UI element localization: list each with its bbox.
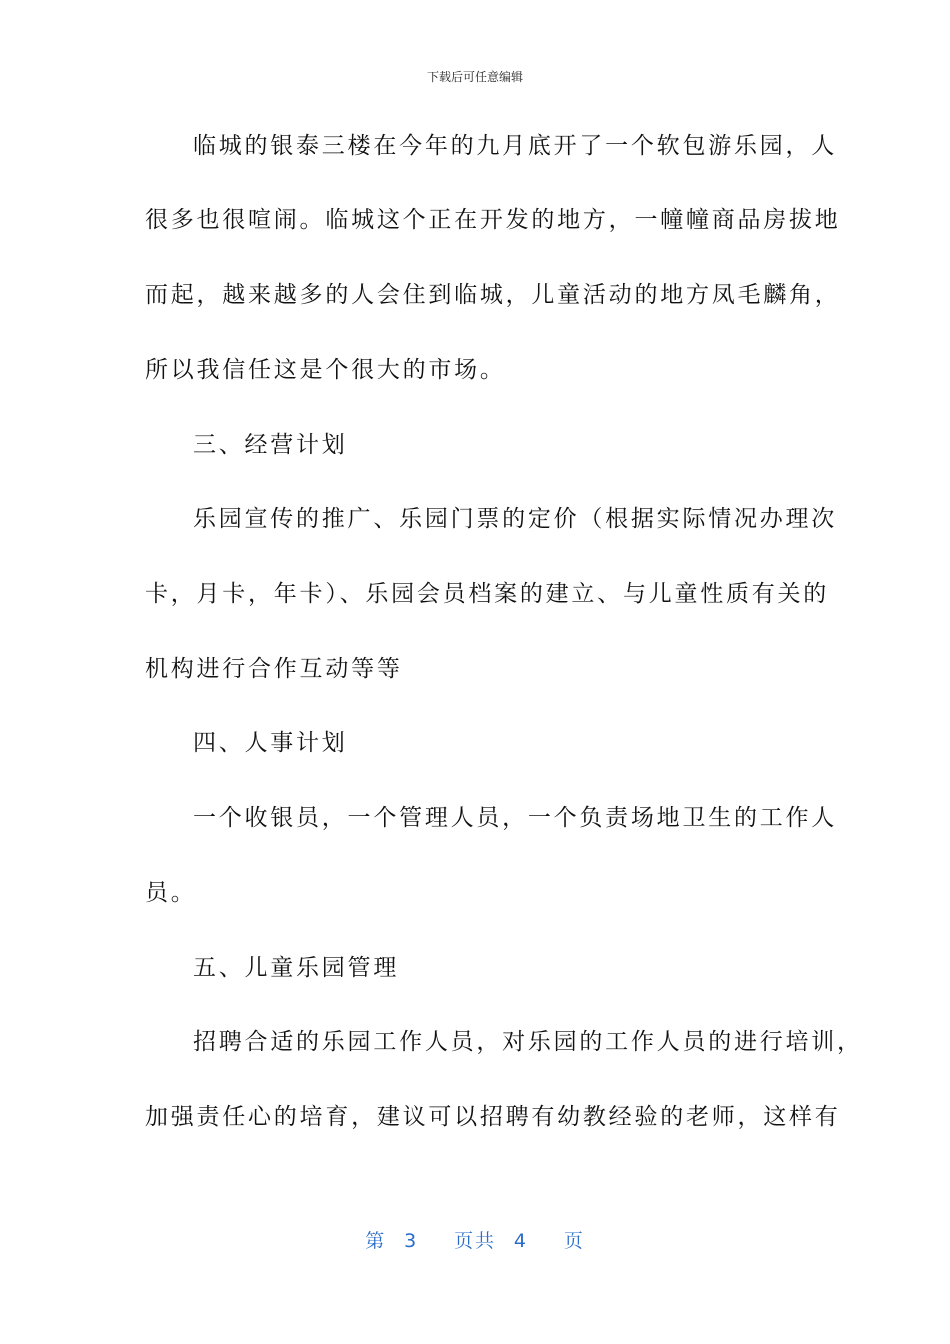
paragraph-line: 乐园宣传的推广、乐园门票的定价（根据实际情况办理次 [193,506,837,532]
section-heading: 三、经营计划 [193,432,348,458]
section-heading: 四、人事计划 [193,730,348,756]
paragraph-line: 招聘合适的乐园工作人员，对乐园的工作人员的进行培训， [193,1029,863,1055]
current-page-number: 3 [404,1230,419,1252]
paragraph-line: 而起，越来越多的人会住到临城，儿童活动的地方凤毛麟角， [145,282,841,308]
footer-prefix: 第 [365,1230,387,1252]
paragraph-line: 很多也很喧闹。临城这个正在开发的地方，一幢幢商品房拔地 [145,207,841,233]
footer-suffix: 页 [563,1230,585,1252]
paragraph-line: 卡，月卡，年卡）、乐园会员档案的建立、与儿童性质有关的 [145,581,830,607]
paragraph-line: 加强责任心的培育，建议可以招聘有幼教经验的老师，这样有 [145,1104,841,1130]
paragraph-line: 机构进行合作互动等等 [145,656,403,682]
paragraph-line: 一个收银员，一个管理人员，一个负责场地卫生的工作人 [193,805,837,831]
page-footer [0,1226,950,1253]
page-header: 下载后可任意编辑 [426,70,523,84]
section-heading: 五、儿童乐园管理 [193,955,400,981]
paragraph-line: 所以我信任这是个很大的市场。 [145,357,506,383]
footer-middle: 页共 [454,1230,496,1252]
paragraph-line: 员。 [145,880,197,906]
paragraph-line: 临城的银泰三楼在今年的九月底开了一个软包游乐园，人 [193,133,837,159]
total-pages-number: 4 [513,1230,528,1252]
